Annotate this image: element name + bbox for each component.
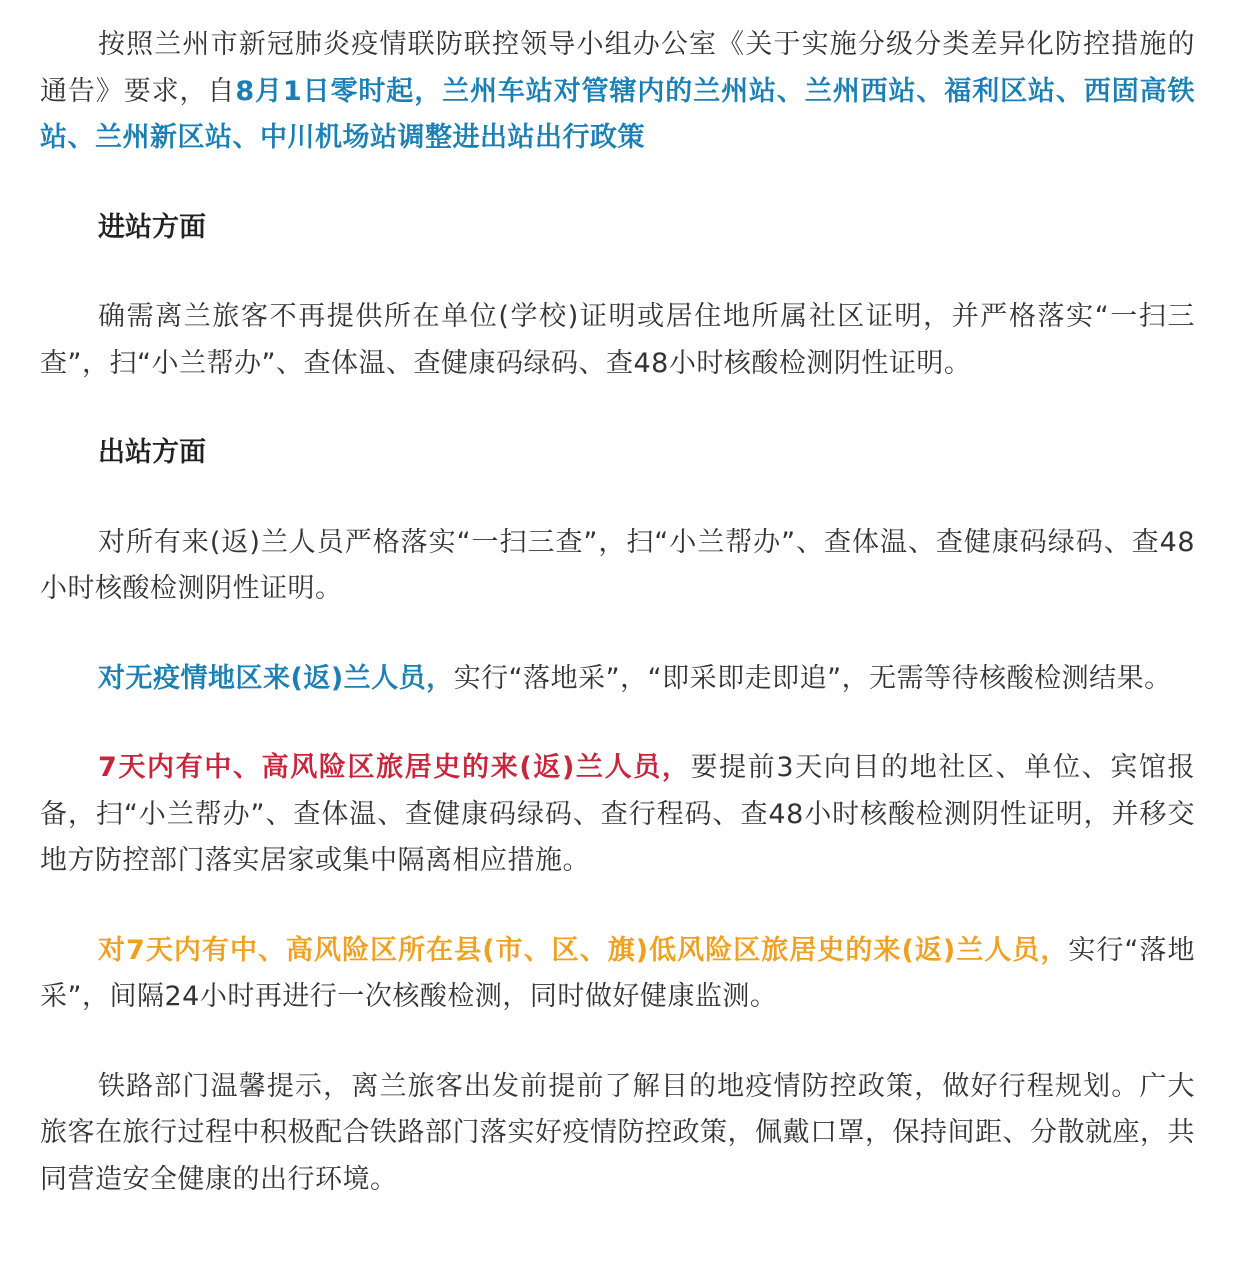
intro-highlight: 8月1日零时起，兰州车站对管辖内的兰州站、兰州西站、福利区站、西固高铁站、兰州新区站、中川机场站调整进出站出行政策: [40, 75, 1196, 153]
no-epidemic-paragraph: [40, 656, 1195, 703]
no-epidemic-text: 实行“落地采”，“即采即走即追”，无需等待核酸检测结果。: [453, 662, 1172, 694]
entry-heading: 进站方面: [98, 211, 206, 243]
high-risk-paragraph: [40, 745, 1195, 885]
entry-paragraph: 确需离兰旅客不再提供所在单位(学校)证明或居住地所属社区证明，并严格落实“一扫三查”，扫“小兰帮办”、查体温、查健康码绿码、查48小时核酸检测阴性证明。: [40, 301, 1195, 379]
intro-paragraph: [40, 22, 1195, 162]
exit-general-paragraph: 对所有来(返)兰人员严格落实“一扫三查”，扫“小兰帮办”、查体温、查健康码绿码、查48小时核酸检测阴性证明。: [40, 526, 1195, 604]
high-risk-highlight: 7天内有中、高风险区旅居史的来(返)兰人员，: [98, 752, 691, 783]
exit-heading: 出站方面: [98, 437, 206, 468]
low-risk-county-highlight: 对7天内有中、高风险区所在县(市、区、旗)低风险区旅居史的来(返)兰人员，: [98, 934, 1069, 966]
intro-text: 按照兰州市新冠肺炎疫情联防联控领导小组办公室《关于实施分级分类差异化防控措施的通告》要求，自: [40, 29, 1195, 107]
no-epidemic-highlight: 对无疫情地区来(返)兰人员，: [98, 662, 454, 694]
reminder-paragraph: 铁路部门温馨提示，离兰旅客出发前提前了解目的地疫情防控政策，做好行程规划。广大旅客在旅行过程中积极配合铁路部门落实好疫情防控政策，佩戴口罩，保持间距、分散就座，共同营造安全健康的出行环境。: [40, 1070, 1195, 1195]
low-risk-county-paragraph: [40, 928, 1195, 1021]
high-risk-text: 要提前3天向目的地社区、单位、宾馆报备，扫“小兰帮办”、查体温、查健康码绿码、查行程码、查48小时核酸检测阴性证明，并移交地方防控部门落实居家或集中隔离相应措施。: [40, 752, 1195, 876]
low-risk-county-text: 实行“落地采”，间隔24小时再进行一次核酸检测，同时做好健康监测。: [40, 934, 1195, 1012]
